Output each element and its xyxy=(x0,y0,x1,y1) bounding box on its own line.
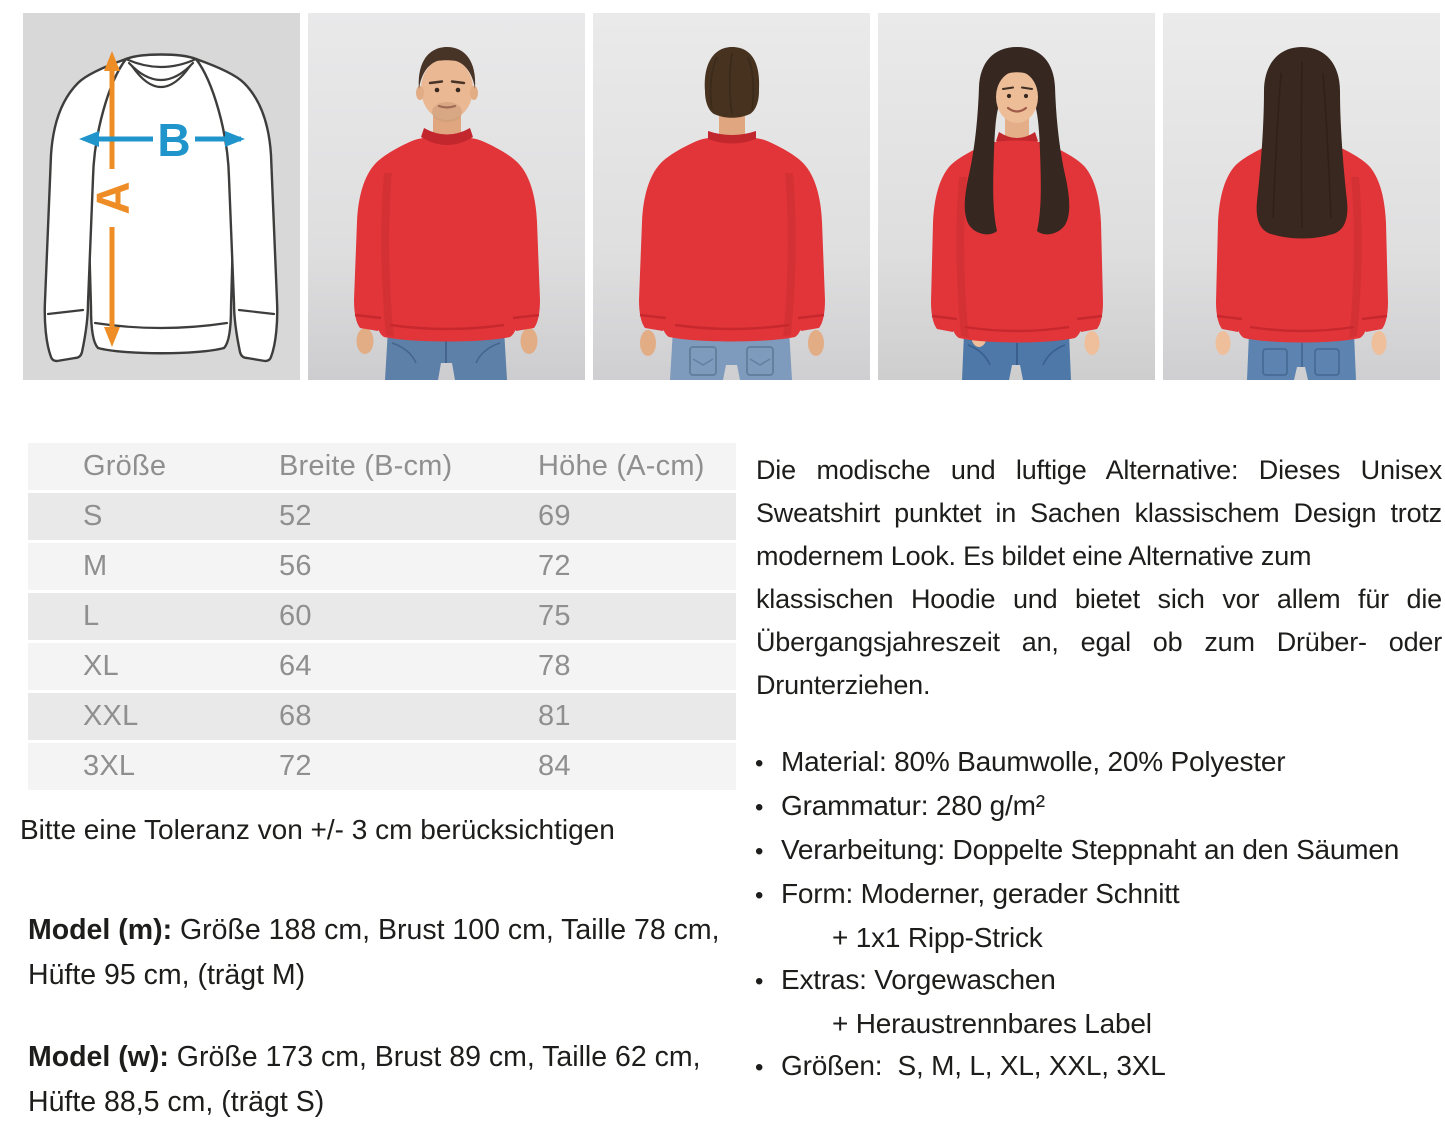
photo-female-back xyxy=(1163,13,1440,380)
model-male-measurements: Model (m): Größe 188 cm, Brust 100 cm, Taille 78 cm, Hüfte 95 cm, (trägt M) xyxy=(28,914,720,991)
product-image-gallery xyxy=(23,13,1440,380)
feature-item: • Material: 80% Baumwolle, 20% Polyester xyxy=(755,741,1445,785)
label-b: B xyxy=(157,114,191,167)
feature-item: • Verarbeitung: Doppelte Steppnaht an den Säumen xyxy=(755,829,1445,873)
bullet-icon: • xyxy=(755,794,764,821)
right-hand xyxy=(1085,331,1100,355)
photo-female-front xyxy=(878,13,1155,380)
feature-item-continuation: + Heraustrennbares Label xyxy=(832,1008,1152,1039)
sweatshirt xyxy=(639,137,825,342)
model-female-measurements: Model (w): Größe 173 cm, Brust 89 cm, Taille 62 cm, Hüfte 88,5 cm, (trägt S) xyxy=(28,1041,701,1118)
table-row: S 52 69 xyxy=(28,493,736,540)
bullet-icon: • xyxy=(755,750,764,777)
head xyxy=(705,47,759,118)
model-male-label: Model (m): xyxy=(28,914,173,946)
photo-male-front xyxy=(308,13,585,380)
table-row: XL 64 78 xyxy=(28,643,736,690)
bullet-icon: • xyxy=(755,1054,764,1081)
table-row: L 60 75 xyxy=(28,593,736,640)
feature-item: • Grammatur: 280 g/m² xyxy=(755,785,1445,829)
right-hand xyxy=(808,330,824,356)
male-front-illustration xyxy=(308,13,585,380)
col-header-size: Größe xyxy=(83,450,167,482)
table-row: XXL 68 81 xyxy=(28,693,736,740)
feature-item: • Form: Moderner, gerader Schnitt xyxy=(755,873,1445,917)
col-header-width: Breite (B-cm) xyxy=(279,450,453,482)
right-hand xyxy=(1372,331,1387,355)
right-hand xyxy=(521,328,538,354)
male-back-illustration xyxy=(593,13,870,380)
left-hand xyxy=(640,330,656,356)
bullet-icon: • xyxy=(755,882,764,909)
col-header-height: Höhe (A-cm) xyxy=(538,450,705,482)
size-table-header-row xyxy=(28,443,736,490)
size-table xyxy=(28,443,736,793)
face xyxy=(996,67,1038,123)
bullet-icon: • xyxy=(755,968,764,995)
size-diagram-figure xyxy=(23,13,300,380)
feature-list xyxy=(755,741,1445,1089)
bullet-icon: • xyxy=(755,838,764,865)
label-a: A xyxy=(86,181,139,215)
feature-item: • Extras: Vorgewaschen xyxy=(755,959,1445,1003)
left-hand xyxy=(1216,331,1231,355)
photo-male-back xyxy=(593,13,870,380)
table-row: 3XL 72 84 xyxy=(28,743,736,790)
table-row: M 56 72 xyxy=(28,543,736,590)
model-female-label: Model (w): xyxy=(28,1041,169,1073)
feature-item-continuation: + 1x1 Ripp-Strick xyxy=(832,922,1043,953)
left-hand xyxy=(357,328,374,354)
female-back-illustration xyxy=(1163,13,1440,380)
tolerance-note: Bitte eine Toleranz von +/- 3 cm berücksichtigen xyxy=(20,814,615,845)
female-front-illustration xyxy=(878,13,1155,380)
product-description: Die modische und luftige Alternative: Dieses Unisex Sweatshirt punktet in Sachen klassischem Design trotz modernem Look. Es bildet eine Alternative zum klassischen Hoodie und bietet sich vor allem für die Übergangsjahreszeit an, egal ob zum Drüber- oder Drunterziehen. xyxy=(756,455,1442,700)
hair xyxy=(1257,47,1348,239)
size-diagram-panel xyxy=(23,13,300,380)
feature-item: • Größen: S, M, L, XL, XXL, 3XL xyxy=(755,1045,1445,1089)
